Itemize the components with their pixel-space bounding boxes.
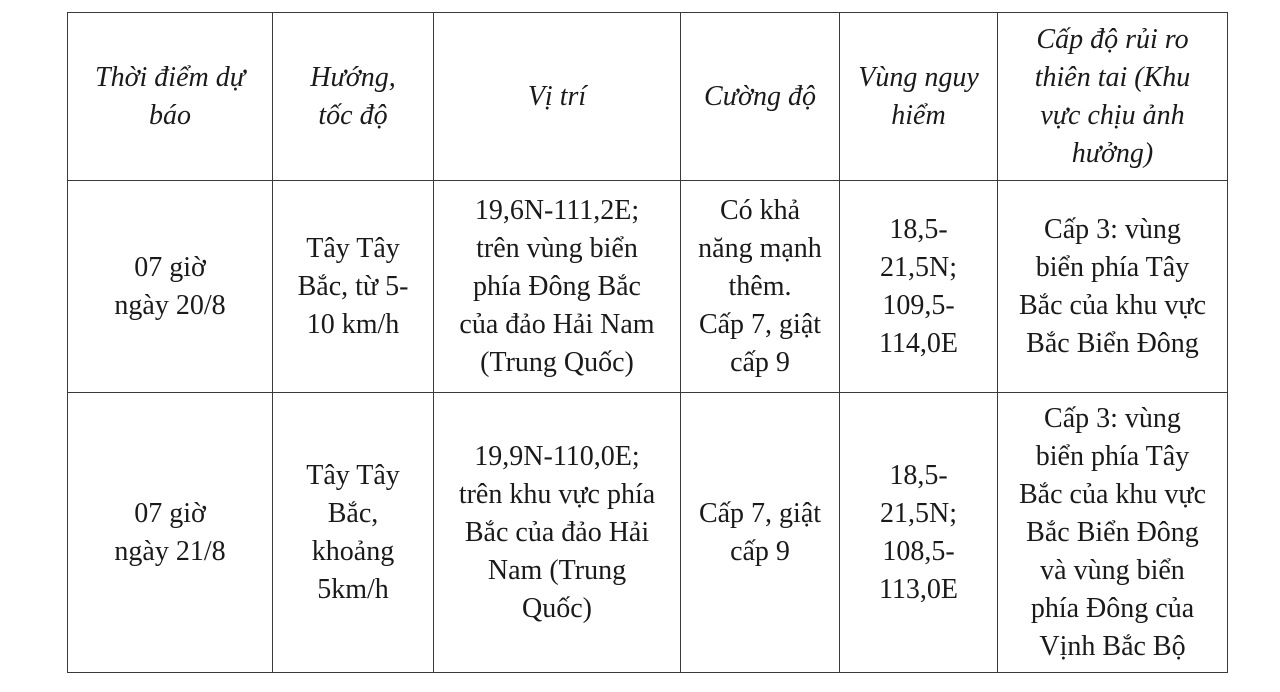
forecast-table [67,12,1228,673]
header-risk-level: Cấp độ rủi ro thiên tai (Khu vực chịu ảnh hưởng) [998,13,1228,181]
table-row [68,181,1228,393]
cell-risk-level: Cấp 3: vùng biển phía Tây Bắc của khu vực Bắc Biển Đông [998,181,1228,393]
header-time: Thời điểm dự báo [68,13,273,181]
header-position: Vị trí [434,13,681,181]
cell-position: 19,9N-110,0E; trên khu vực phía Bắc của đảo Hải Nam (Trung Quốc) [434,393,681,673]
cell-danger-zone: 18,5- 21,5N; 108,5- 113,0E [840,393,998,673]
cell-intensity: Có khả năng mạnh thêm. Cấp 7, giật cấp 9 [681,181,840,393]
cell-direction-speed: Tây Tây Bắc, từ 5- 10 km/h [273,181,434,393]
table-row [68,393,1228,673]
header-row [68,13,1228,181]
cell-risk-level: Cấp 3: vùng biển phía Tây Bắc của khu vực Bắc Biển Đông và vùng biển phía Đông của Vịnh Bắc Bộ [998,393,1228,673]
cell-direction-speed: Tây Tây Bắc, khoảng 5km/h [273,393,434,673]
cell-danger-zone: 18,5- 21,5N; 109,5- 114,0E [840,181,998,393]
header-direction-speed: Hướng, tốc độ [273,13,434,181]
cell-time: 07 giờ ngày 20/8 [68,181,273,393]
cell-intensity: Cấp 7, giật cấp 9 [681,393,840,673]
header-danger-zone: Vùng nguy hiểm [840,13,998,181]
cell-position: 19,6N-111,2E; trên vùng biển phía Đông Bắc của đảo Hải Nam (Trung Quốc) [434,181,681,393]
header-intensity: Cường độ [681,13,840,181]
cell-time: 07 giờ ngày 21/8 [68,393,273,673]
